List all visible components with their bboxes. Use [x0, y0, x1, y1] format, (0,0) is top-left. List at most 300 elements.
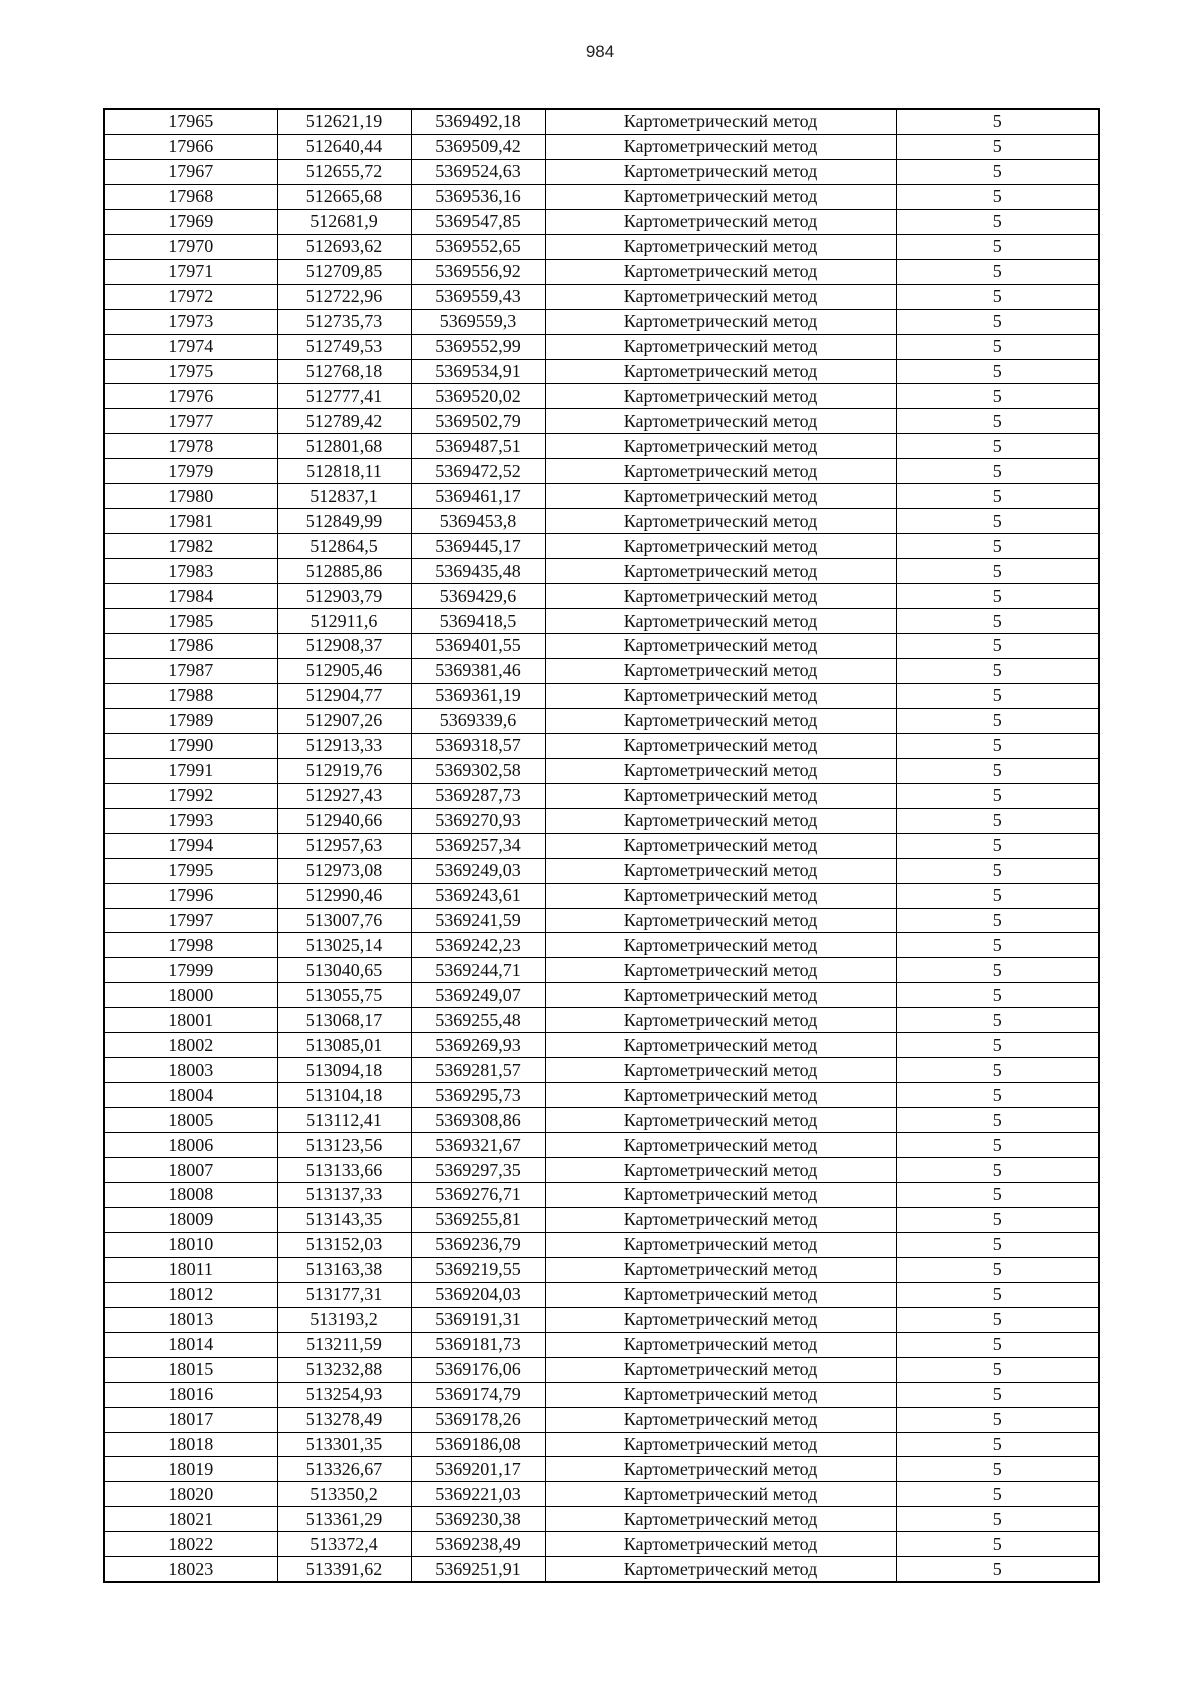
table-row: [104, 484, 1099, 509]
point-number-cell: 17982: [104, 534, 277, 559]
method-cell: Картометрический метод: [545, 1108, 896, 1133]
y-coordinate-cell: 5369502,79: [411, 409, 545, 434]
y-coordinate-cell: 5369295,73: [411, 1083, 545, 1108]
method-cell: Картометрический метод: [545, 833, 896, 858]
table-row: [104, 883, 1099, 908]
accuracy-cell: 5: [896, 1382, 1099, 1407]
y-coordinate-cell: 5369255,81: [411, 1207, 545, 1232]
table-row: [104, 658, 1099, 683]
x-coordinate-cell: 512911,6: [277, 609, 411, 634]
point-number-cell: 17993: [104, 808, 277, 833]
page-number: 984: [585, 42, 615, 61]
table-row: [104, 1357, 1099, 1382]
accuracy-cell: 5: [896, 1407, 1099, 1432]
accuracy-cell: 5: [896, 933, 1099, 958]
x-coordinate-cell: 513391,62: [277, 1557, 411, 1582]
method-cell: Картометрический метод: [545, 259, 896, 284]
point-number-cell: 17987: [104, 658, 277, 683]
accuracy-cell: 5: [896, 1307, 1099, 1332]
accuracy-cell: 5: [896, 1058, 1099, 1083]
method-cell: Картометрический метод: [545, 708, 896, 733]
accuracy-cell: 5: [896, 1257, 1099, 1282]
accuracy-cell: 5: [896, 309, 1099, 334]
point-number-cell: 17969: [104, 209, 277, 234]
method-cell: Картометрический метод: [545, 958, 896, 983]
point-number-cell: 17971: [104, 259, 277, 284]
x-coordinate-cell: 512621,19: [277, 109, 411, 134]
accuracy-cell: 5: [896, 658, 1099, 683]
point-number-cell: 17998: [104, 933, 277, 958]
point-number-cell: 18002: [104, 1033, 277, 1058]
table-row: [104, 1033, 1099, 1058]
method-cell: Картометрический метод: [545, 234, 896, 259]
accuracy-cell: 5: [896, 1207, 1099, 1232]
accuracy-cell: 5: [896, 1532, 1099, 1557]
point-number-cell: 18012: [104, 1282, 277, 1307]
y-coordinate-cell: 5369445,17: [411, 534, 545, 559]
accuracy-cell: 5: [896, 234, 1099, 259]
accuracy-cell: 5: [896, 683, 1099, 708]
y-coordinate-cell: 5369361,19: [411, 683, 545, 708]
x-coordinate-cell: 512903,79: [277, 584, 411, 609]
accuracy-cell: 5: [896, 184, 1099, 209]
point-number-cell: 18006: [104, 1133, 277, 1158]
x-coordinate-cell: 512640,44: [277, 134, 411, 159]
accuracy-cell: 5: [896, 958, 1099, 983]
x-coordinate-cell: 512849,99: [277, 509, 411, 534]
method-cell: Картометрический метод: [545, 883, 896, 908]
table-row: [104, 459, 1099, 484]
y-coordinate-cell: 5369178,26: [411, 1407, 545, 1432]
x-coordinate-cell: 513361,29: [277, 1507, 411, 1532]
y-coordinate-cell: 5369297,35: [411, 1158, 545, 1183]
accuracy-cell: 5: [896, 733, 1099, 758]
method-cell: Картометрический метод: [545, 1507, 896, 1532]
point-number-cell: 18009: [104, 1207, 277, 1232]
accuracy-cell: 5: [896, 259, 1099, 284]
accuracy-cell: 5: [896, 209, 1099, 234]
y-coordinate-cell: 5369219,55: [411, 1257, 545, 1282]
accuracy-cell: 5: [896, 384, 1099, 409]
y-coordinate-cell: 5369251,91: [411, 1557, 545, 1582]
point-number-cell: 18007: [104, 1158, 277, 1183]
accuracy-cell: 5: [896, 1033, 1099, 1058]
x-coordinate-cell: 513094,18: [277, 1058, 411, 1083]
point-number-cell: 18019: [104, 1457, 277, 1482]
table-row: [104, 983, 1099, 1008]
x-coordinate-cell: 513007,76: [277, 908, 411, 933]
accuracy-cell: 5: [896, 534, 1099, 559]
y-coordinate-cell: 5369429,6: [411, 584, 545, 609]
x-coordinate-cell: 512681,9: [277, 209, 411, 234]
y-coordinate-cell: 5369453,8: [411, 509, 545, 534]
method-cell: Картометрический метод: [545, 1033, 896, 1058]
method-cell: Картометрический метод: [545, 1457, 896, 1482]
y-coordinate-cell: 5369204,03: [411, 1282, 545, 1307]
y-coordinate-cell: 5369559,3: [411, 309, 545, 334]
accuracy-cell: 5: [896, 1008, 1099, 1033]
table-row: [104, 1282, 1099, 1307]
method-cell: Картометрический метод: [545, 858, 896, 883]
method-cell: Картометрический метод: [545, 534, 896, 559]
y-coordinate-cell: 5369174,79: [411, 1382, 545, 1407]
y-coordinate-cell: 5369552,99: [411, 334, 545, 359]
table-row: [104, 309, 1099, 334]
point-number-cell: 18011: [104, 1257, 277, 1282]
method-cell: Картометрический метод: [545, 584, 896, 609]
point-number-cell: 17976: [104, 384, 277, 409]
point-number-cell: 17999: [104, 958, 277, 983]
table-row: [104, 1108, 1099, 1133]
x-coordinate-cell: 513137,33: [277, 1182, 411, 1207]
y-coordinate-cell: 5369559,43: [411, 284, 545, 309]
y-coordinate-cell: 5369509,42: [411, 134, 545, 159]
y-coordinate-cell: 5369308,86: [411, 1108, 545, 1133]
y-coordinate-cell: 5369176,06: [411, 1357, 545, 1382]
table-row: [104, 1407, 1099, 1432]
method-cell: Картометрический метод: [545, 359, 896, 384]
x-coordinate-cell: 513326,67: [277, 1457, 411, 1482]
y-coordinate-cell: 5369435,48: [411, 559, 545, 584]
method-cell: Картометрический метод: [545, 1432, 896, 1457]
method-cell: Картометрический метод: [545, 1158, 896, 1183]
method-cell: Картометрический метод: [545, 908, 896, 933]
table-row: [104, 184, 1099, 209]
point-number-cell: 17981: [104, 509, 277, 534]
table-row: [104, 159, 1099, 184]
method-cell: Картометрический метод: [545, 1407, 896, 1432]
x-coordinate-cell: 513372,4: [277, 1532, 411, 1557]
point-number-cell: 17985: [104, 609, 277, 634]
method-cell: Картометрический метод: [545, 658, 896, 683]
method-cell: Картометрический метод: [545, 1332, 896, 1357]
accuracy-cell: 5: [896, 484, 1099, 509]
x-coordinate-cell: 512722,96: [277, 284, 411, 309]
x-coordinate-cell: 512919,76: [277, 758, 411, 783]
accuracy-cell: 5: [896, 808, 1099, 833]
accuracy-cell: 5: [896, 758, 1099, 783]
method-cell: Картометрический метод: [545, 559, 896, 584]
table-row: [104, 1532, 1099, 1557]
point-number-cell: 17988: [104, 683, 277, 708]
x-coordinate-cell: 512789,42: [277, 409, 411, 434]
y-coordinate-cell: 5369552,65: [411, 234, 545, 259]
y-coordinate-cell: 5369547,85: [411, 209, 545, 234]
point-number-cell: 17997: [104, 908, 277, 933]
point-number-cell: 18010: [104, 1232, 277, 1257]
point-number-cell: 18016: [104, 1382, 277, 1407]
method-cell: Картометрический метод: [545, 409, 896, 434]
y-coordinate-cell: 5369243,61: [411, 883, 545, 908]
point-number-cell: 17965: [104, 109, 277, 134]
table-row: [104, 609, 1099, 634]
point-number-cell: 17968: [104, 184, 277, 209]
point-number-cell: 18004: [104, 1083, 277, 1108]
accuracy-cell: 5: [896, 559, 1099, 584]
table-row: [104, 284, 1099, 309]
accuracy-cell: 5: [896, 609, 1099, 634]
method-cell: Картометрический метод: [545, 1282, 896, 1307]
table-row: [104, 1008, 1099, 1033]
accuracy-cell: 5: [896, 359, 1099, 384]
method-cell: Картометрический метод: [545, 184, 896, 209]
point-number-cell: 18001: [104, 1008, 277, 1033]
y-coordinate-cell: 5369534,91: [411, 359, 545, 384]
x-coordinate-cell: 513143,35: [277, 1207, 411, 1232]
point-number-cell: 17974: [104, 334, 277, 359]
x-coordinate-cell: 512801,68: [277, 434, 411, 459]
method-cell: Картометрический метод: [545, 209, 896, 234]
point-number-cell: 17984: [104, 584, 277, 609]
accuracy-cell: 5: [896, 109, 1099, 134]
y-coordinate-cell: 5369276,71: [411, 1182, 545, 1207]
table-row: [104, 1482, 1099, 1507]
y-coordinate-cell: 5369556,92: [411, 259, 545, 284]
method-cell: Картометрический метод: [545, 634, 896, 659]
point-number-cell: 18022: [104, 1532, 277, 1557]
point-number-cell: 17972: [104, 284, 277, 309]
table-row: [104, 434, 1099, 459]
table-row: [104, 359, 1099, 384]
y-coordinate-cell: 5369201,17: [411, 1457, 545, 1482]
method-cell: Картометрический метод: [545, 484, 896, 509]
table-row: [104, 634, 1099, 659]
y-coordinate-cell: 5369281,57: [411, 1058, 545, 1083]
method-cell: Картометрический метод: [545, 983, 896, 1008]
table-row: [104, 858, 1099, 883]
y-coordinate-cell: 5369520,02: [411, 384, 545, 409]
method-cell: Картометрический метод: [545, 1083, 896, 1108]
x-coordinate-cell: 512990,46: [277, 883, 411, 908]
x-coordinate-cell: 513211,59: [277, 1332, 411, 1357]
y-coordinate-cell: 5369241,59: [411, 908, 545, 933]
accuracy-cell: 5: [896, 1232, 1099, 1257]
method-cell: Картометрический метод: [545, 1532, 896, 1557]
y-coordinate-cell: 5369242,23: [411, 933, 545, 958]
method-cell: Картометрический метод: [545, 933, 896, 958]
table-row: [104, 559, 1099, 584]
x-coordinate-cell: 512768,18: [277, 359, 411, 384]
method-cell: Картометрический метод: [545, 1133, 896, 1158]
accuracy-cell: 5: [896, 334, 1099, 359]
accuracy-cell: 5: [896, 1108, 1099, 1133]
point-number-cell: 17978: [104, 434, 277, 459]
y-coordinate-cell: 5369230,38: [411, 1507, 545, 1532]
method-cell: Картометрический метод: [545, 1382, 896, 1407]
point-number-cell: 17986: [104, 634, 277, 659]
accuracy-cell: 5: [896, 1457, 1099, 1482]
accuracy-cell: 5: [896, 1432, 1099, 1457]
method-cell: Картометрический метод: [545, 459, 896, 484]
table-row: [104, 1083, 1099, 1108]
point-number-cell: 17966: [104, 134, 277, 159]
y-coordinate-cell: 5369339,6: [411, 708, 545, 733]
method-cell: Картометрический метод: [545, 334, 896, 359]
x-coordinate-cell: 512905,46: [277, 658, 411, 683]
x-coordinate-cell: 512837,1: [277, 484, 411, 509]
method-cell: Картометрический метод: [545, 384, 896, 409]
coordinates-table-body: [104, 109, 1099, 1582]
table-row: [104, 1507, 1099, 1532]
x-coordinate-cell: 513112,41: [277, 1108, 411, 1133]
method-cell: Картометрический метод: [545, 683, 896, 708]
x-coordinate-cell: 513040,65: [277, 958, 411, 983]
accuracy-cell: 5: [896, 1557, 1099, 1582]
point-number-cell: 17995: [104, 858, 277, 883]
x-coordinate-cell: 512904,77: [277, 683, 411, 708]
x-coordinate-cell: 512864,5: [277, 534, 411, 559]
table-row: [104, 908, 1099, 933]
y-coordinate-cell: 5369244,71: [411, 958, 545, 983]
table-row: [104, 109, 1099, 134]
table-row: [104, 1232, 1099, 1257]
x-coordinate-cell: 513104,18: [277, 1083, 411, 1108]
point-number-cell: 17983: [104, 559, 277, 584]
accuracy-cell: 5: [896, 1507, 1099, 1532]
point-number-cell: 18003: [104, 1058, 277, 1083]
y-coordinate-cell: 5369238,49: [411, 1532, 545, 1557]
x-coordinate-cell: 513177,31: [277, 1282, 411, 1307]
x-coordinate-cell: 513025,14: [277, 933, 411, 958]
x-coordinate-cell: 512913,33: [277, 733, 411, 758]
y-coordinate-cell: 5369536,16: [411, 184, 545, 209]
table-row: [104, 933, 1099, 958]
point-number-cell: 17991: [104, 758, 277, 783]
x-coordinate-cell: 513068,17: [277, 1008, 411, 1033]
x-coordinate-cell: 513254,93: [277, 1382, 411, 1407]
point-number-cell: 17979: [104, 459, 277, 484]
x-coordinate-cell: 512927,43: [277, 783, 411, 808]
x-coordinate-cell: 512940,66: [277, 808, 411, 833]
y-coordinate-cell: 5369249,03: [411, 858, 545, 883]
accuracy-cell: 5: [896, 1357, 1099, 1382]
method-cell: Картометрический метод: [545, 758, 896, 783]
y-coordinate-cell: 5369381,46: [411, 658, 545, 683]
x-coordinate-cell: 512665,68: [277, 184, 411, 209]
table-row: [104, 134, 1099, 159]
method-cell: Картометрический метод: [545, 1207, 896, 1232]
accuracy-cell: 5: [896, 783, 1099, 808]
y-coordinate-cell: 5369287,73: [411, 783, 545, 808]
point-number-cell: 18023: [104, 1557, 277, 1582]
accuracy-cell: 5: [896, 1133, 1099, 1158]
table-row: [104, 1133, 1099, 1158]
y-coordinate-cell: 5369302,58: [411, 758, 545, 783]
x-coordinate-cell: 512693,62: [277, 234, 411, 259]
y-coordinate-cell: 5369269,93: [411, 1033, 545, 1058]
point-number-cell: 18015: [104, 1357, 277, 1382]
x-coordinate-cell: 512735,73: [277, 309, 411, 334]
table-row: [104, 1307, 1099, 1332]
y-coordinate-cell: 5369255,48: [411, 1008, 545, 1033]
y-coordinate-cell: 5369318,57: [411, 733, 545, 758]
y-coordinate-cell: 5369487,51: [411, 434, 545, 459]
accuracy-cell: 5: [896, 1282, 1099, 1307]
point-number-cell: 17989: [104, 708, 277, 733]
accuracy-cell: 5: [896, 284, 1099, 309]
method-cell: Картометрический метод: [545, 1232, 896, 1257]
table-row: [104, 259, 1099, 284]
method-cell: Картометрический метод: [545, 1557, 896, 1582]
table-row: [104, 1207, 1099, 1232]
accuracy-cell: 5: [896, 634, 1099, 659]
accuracy-cell: 5: [896, 134, 1099, 159]
y-coordinate-cell: 5369492,18: [411, 109, 545, 134]
method-cell: Картометрический метод: [545, 1257, 896, 1282]
point-number-cell: 17980: [104, 484, 277, 509]
table-row: [104, 1257, 1099, 1282]
point-number-cell: 17975: [104, 359, 277, 384]
x-coordinate-cell: 513123,56: [277, 1133, 411, 1158]
point-number-cell: 18021: [104, 1507, 277, 1532]
x-coordinate-cell: 513350,2: [277, 1482, 411, 1507]
table-row: [104, 1432, 1099, 1457]
table-row: [104, 1382, 1099, 1407]
table-row: [104, 1332, 1099, 1357]
method-cell: Картометрический метод: [545, 434, 896, 459]
x-coordinate-cell: 512908,37: [277, 634, 411, 659]
x-coordinate-cell: 512818,11: [277, 459, 411, 484]
accuracy-cell: 5: [896, 409, 1099, 434]
y-coordinate-cell: 5369270,93: [411, 808, 545, 833]
y-coordinate-cell: 5369257,34: [411, 833, 545, 858]
accuracy-cell: 5: [896, 584, 1099, 609]
table-row: [104, 584, 1099, 609]
x-coordinate-cell: 512655,72: [277, 159, 411, 184]
point-number-cell: 18020: [104, 1482, 277, 1507]
accuracy-cell: 5: [896, 1182, 1099, 1207]
x-coordinate-cell: 512907,26: [277, 708, 411, 733]
table-row: [104, 209, 1099, 234]
table-row: [104, 708, 1099, 733]
method-cell: Картометрический метод: [545, 1008, 896, 1033]
y-coordinate-cell: 5369418,5: [411, 609, 545, 634]
y-coordinate-cell: 5369461,17: [411, 484, 545, 509]
x-coordinate-cell: 513152,03: [277, 1232, 411, 1257]
point-number-cell: 18005: [104, 1108, 277, 1133]
method-cell: Картометрический метод: [545, 509, 896, 534]
table-row: [104, 334, 1099, 359]
method-cell: Картометрический метод: [545, 783, 896, 808]
y-coordinate-cell: 5369321,67: [411, 1133, 545, 1158]
table-row: [104, 758, 1099, 783]
x-coordinate-cell: 513163,38: [277, 1257, 411, 1282]
table-row: [104, 958, 1099, 983]
x-coordinate-cell: 513301,35: [277, 1432, 411, 1457]
x-coordinate-cell: 513193,2: [277, 1307, 411, 1332]
method-cell: Картометрический метод: [545, 1182, 896, 1207]
point-number-cell: 18013: [104, 1307, 277, 1332]
y-coordinate-cell: 5369221,03: [411, 1482, 545, 1507]
x-coordinate-cell: 512885,86: [277, 559, 411, 584]
table-row: [104, 384, 1099, 409]
table-row: [104, 534, 1099, 559]
table-row: [104, 1158, 1099, 1183]
point-number-cell: 17990: [104, 733, 277, 758]
table-row: [104, 733, 1099, 758]
method-cell: Картометрический метод: [545, 159, 896, 184]
accuracy-cell: 5: [896, 833, 1099, 858]
point-number-cell: 17977: [104, 409, 277, 434]
method-cell: Картометрический метод: [545, 808, 896, 833]
x-coordinate-cell: 512749,53: [277, 334, 411, 359]
point-number-cell: 17970: [104, 234, 277, 259]
accuracy-cell: 5: [896, 858, 1099, 883]
x-coordinate-cell: 513278,49: [277, 1407, 411, 1432]
accuracy-cell: 5: [896, 1332, 1099, 1357]
x-coordinate-cell: 513085,01: [277, 1033, 411, 1058]
accuracy-cell: 5: [896, 1482, 1099, 1507]
